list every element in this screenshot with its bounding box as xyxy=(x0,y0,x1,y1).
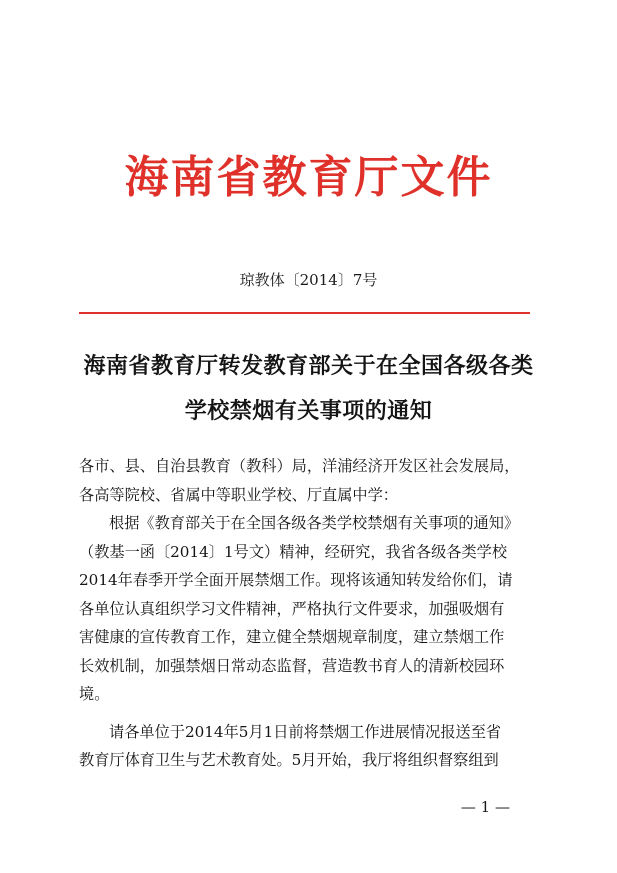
document-title xyxy=(40,344,577,434)
paragraph-1-line: 根据《教育部关于在全国各级各类学校禁烟有关事项的通知》 xyxy=(109,514,520,532)
paragraph-1-line: 害健康的宣传教育工作，建立健全禁烟规章制度，建立禁烟工作 xyxy=(79,628,505,646)
red-divider-line xyxy=(79,312,530,314)
paragraph-1-line: 各单位认真组织学习文件精神，严格执行文件要求，加强吸烟有 xyxy=(79,599,505,618)
paragraph-2-line: 教育厅体育卫生与艺术教育处。5月开始，我厅将组织督察组到 xyxy=(79,751,499,769)
document-title-line: 学校禁烟有关事项的通知 xyxy=(184,398,433,424)
page-number: — 1 — xyxy=(460,798,510,816)
paragraph-2-line: 请各单位于2014年5月1日前将禁烟工作进展情况报送至省 xyxy=(109,722,502,741)
paragraph-1-line: （教基一函〔2014〕1号文）精神，经研究，我省各级各类学校 xyxy=(79,542,508,561)
paragraph-1-line: 境。 xyxy=(79,685,110,703)
paragraph-1-line: 2014年春季开学全面开展禁烟工作。现将该通知转发给你们，请 xyxy=(79,571,513,589)
issuer-header-title: 海南省教育厅文件 xyxy=(124,152,493,203)
document-number: 琼教体〔2014〕7号 xyxy=(239,271,378,289)
addressee-line: 各市、县、自治县教育（教科）局，洋浦经济开发区社会发展局， xyxy=(79,457,520,475)
document-title-line: 海南省教育厅转发教育部关于在全国各级各类 xyxy=(83,353,534,379)
document-body xyxy=(79,452,541,775)
paragraph-1-line: 长效机制，加强禁烟日常动态监督，营造教书育人的清新校园环 xyxy=(79,656,505,675)
addressee-line: 各高等院校、省属中等职业学校、厅直属中学： xyxy=(79,485,398,504)
